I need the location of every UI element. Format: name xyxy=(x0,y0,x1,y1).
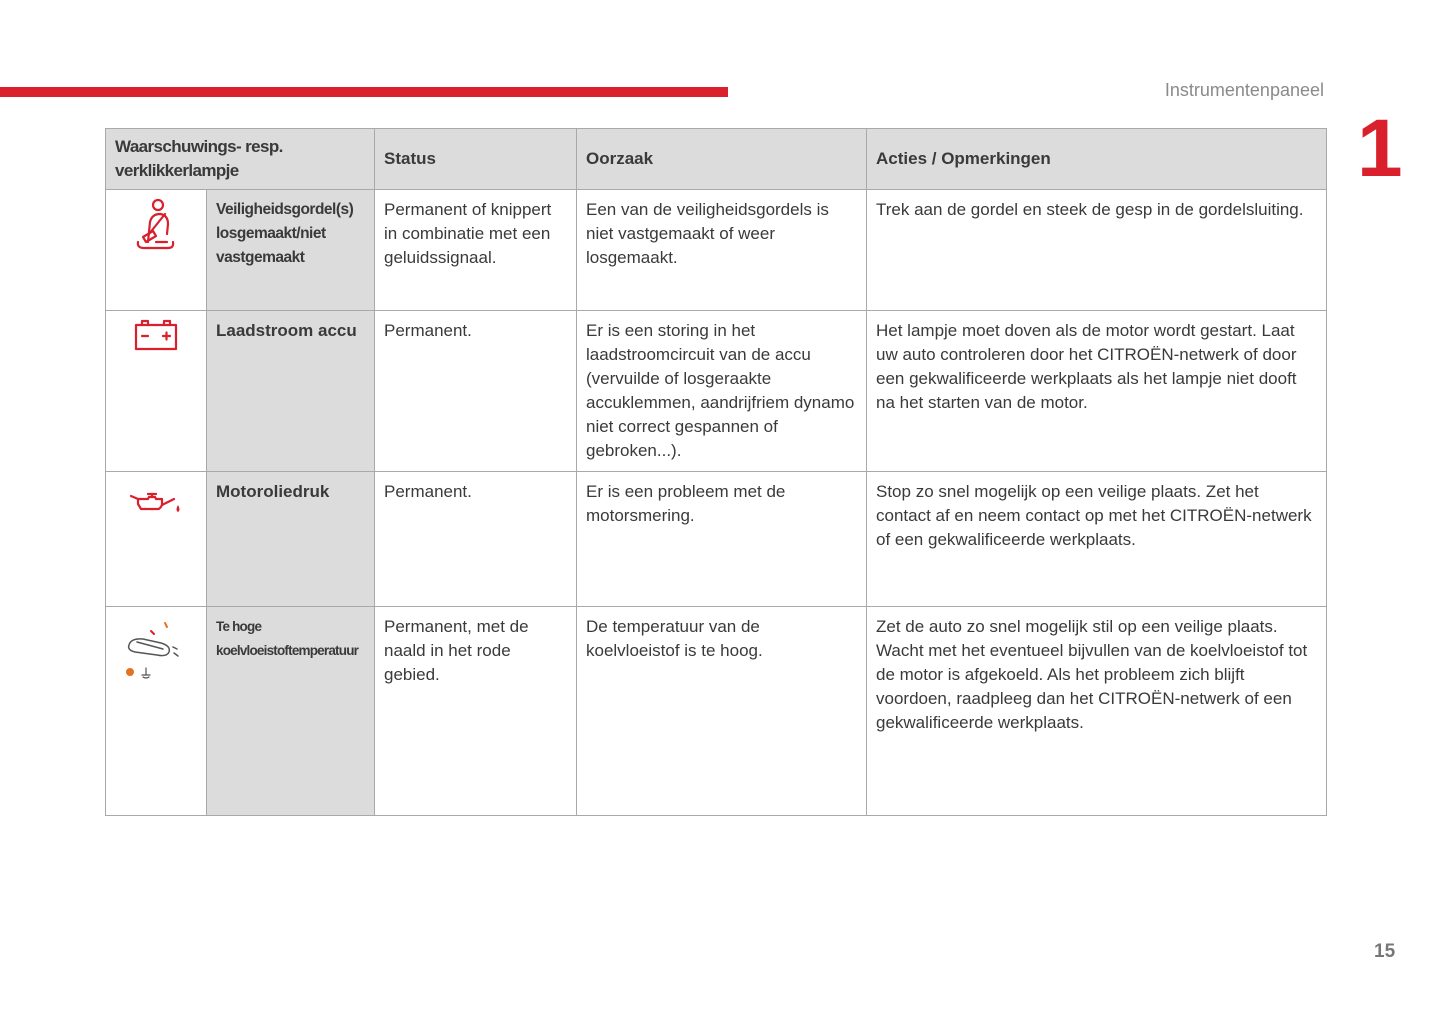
status-cell: Permanent. xyxy=(375,472,577,607)
table-row xyxy=(106,190,1327,311)
icon-cell xyxy=(106,472,207,607)
coolant-temperature-gauge-icon xyxy=(121,619,191,685)
table-row xyxy=(106,311,1327,472)
cause-cell: Een van de veiligheidsgordels is niet vastgemaakt of weer losgemaakt. xyxy=(577,190,867,311)
lamp-name: Veiligheidsgordel(s) losgemaakt/niet vastgemaakt xyxy=(207,190,375,311)
actions-cell: Zet de auto zo snel mogelijk stil op een veilige plaats. Wacht met het eventueel bijvullen van de koelvloeistof tot de motor is afgekoeld. Als het probleem zich blijft voordoen, raadpleeg dan het CITROËN-netwerk of een gekwalificeerde werkplaats. xyxy=(867,607,1327,816)
header-lamp: Waarschuwings- resp. verklikkerlampje xyxy=(106,129,375,190)
icon-cell xyxy=(106,607,207,816)
header-red-bar xyxy=(0,87,728,97)
status-cell: Permanent, met de naald in het rode gebied. xyxy=(375,607,577,816)
header-status: Status xyxy=(375,129,577,190)
cause-cell: De temperatuur van de koelvloeistof is te hoog. xyxy=(577,607,867,816)
icon-cell xyxy=(106,190,207,311)
warning-lamps-table xyxy=(105,128,1327,816)
cause-cell: Er is een storing in het laadstroomcircuit van de accu (vervuilde of losgeraakte accuklemmen, aandrijfriem dynamo niet correct gespannen of gebroken...). xyxy=(577,311,867,472)
lamp-name: Laadstroom accu xyxy=(207,311,375,472)
actions-cell: Het lampje moet doven als de motor wordt gestart. Laat uw auto controleren door het CITROËN-netwerk of door een gekwalificeerde werkplaats als het lampje niet dooft na het starten van de motor. xyxy=(867,311,1327,472)
battery-warning-icon xyxy=(134,319,178,351)
actions-cell: Trek aan de gordel en steek de gesp in de gordelsluiting. xyxy=(867,190,1327,311)
icon-cell xyxy=(106,311,207,472)
lamp-name: Te hoge koelvloeistoftemperatuur xyxy=(207,607,375,816)
page-number: 15 xyxy=(1374,941,1396,962)
chapter-number: 1 xyxy=(1357,103,1403,194)
seatbelt-warning-icon xyxy=(134,198,178,250)
lamp-name: Motoroliedruk xyxy=(207,472,375,607)
actions-cell: Stop zo snel mogelijk op een veilige plaats. Zet het contact af en neem contact op met het CITROËN-netwerk of een gekwalificeerde werkplaats. xyxy=(867,472,1327,607)
table-row xyxy=(106,472,1327,607)
status-cell: Permanent. xyxy=(375,311,577,472)
cause-cell: Er is een probleem met de motorsmering. xyxy=(577,472,867,607)
table-row xyxy=(106,607,1327,816)
oil-pressure-icon xyxy=(128,488,184,516)
header-cause: Oorzaak xyxy=(577,129,867,190)
section-title: Instrumentenpaneel xyxy=(1164,80,1324,100)
header-actions: Acties / Opmerkingen xyxy=(867,129,1327,190)
status-cell: Permanent of knippert in combinatie met een geluidssignaal. xyxy=(375,190,577,311)
table-header-row xyxy=(106,129,1327,190)
